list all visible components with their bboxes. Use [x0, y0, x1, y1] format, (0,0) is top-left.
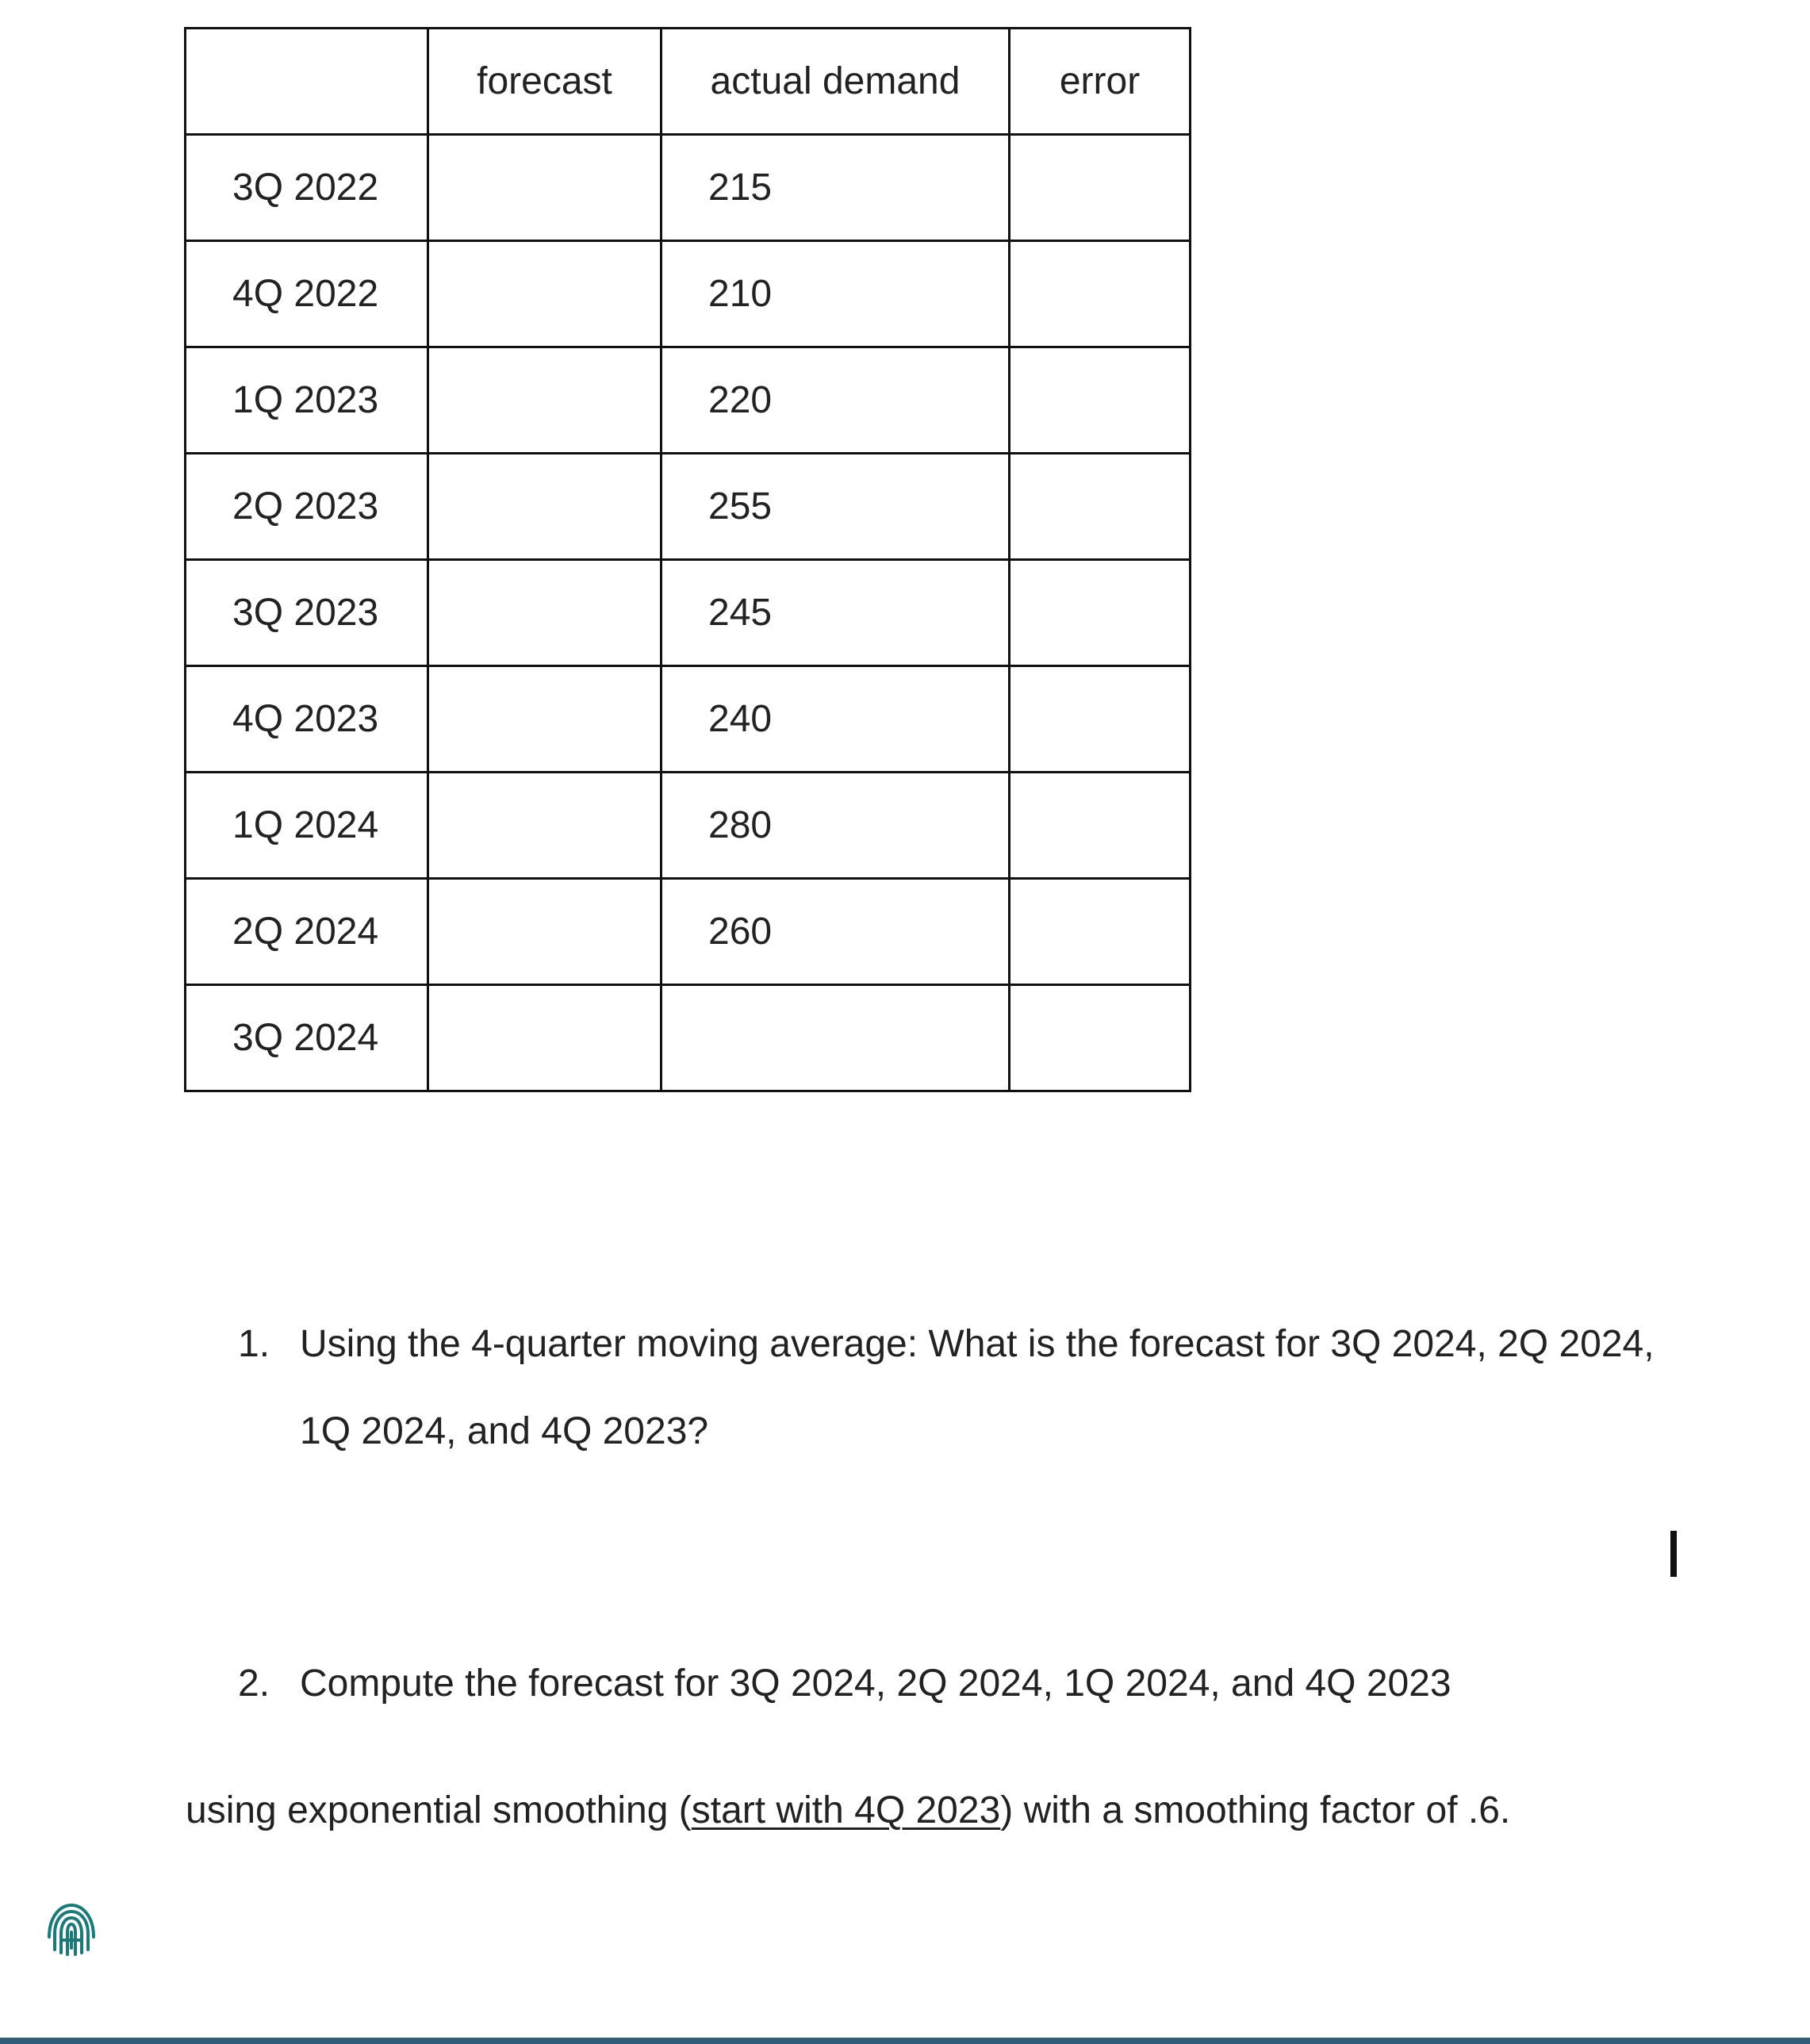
error-cell[interactable] — [1010, 454, 1191, 560]
header-forecast: forecast — [428, 29, 661, 135]
paragraph-text-start: using exponential smoothing ( — [186, 1789, 692, 1831]
paragraph-text-end: ) with a smoothing factor of .6. — [1000, 1789, 1511, 1831]
error-cell[interactable] — [1010, 135, 1191, 241]
actual-demand-cell[interactable]: 240 — [661, 666, 1010, 773]
question-2-number: 2. — [238, 1662, 270, 1705]
actual-demand-cell[interactable]: 255 — [661, 454, 1010, 560]
error-cell[interactable] — [1010, 773, 1191, 879]
actual-demand-cell[interactable]: 245 — [661, 560, 1010, 666]
actual-demand-cell[interactable]: 260 — [661, 879, 1010, 985]
error-cell[interactable] — [1010, 560, 1191, 666]
error-cell[interactable] — [1010, 666, 1191, 773]
error-cell[interactable] — [1010, 241, 1191, 347]
question-1-text[interactable]: Using the 4-quarter moving average: What is the forecast for 3Q 2024, 2Q 2024, — [300, 1323, 1655, 1365]
table-row — [186, 879, 1191, 985]
question-2-text[interactable]: Compute the forecast for 3Q 2024, 2Q 2024, 1Q 2024, and 4Q 2023 — [300, 1662, 1451, 1705]
forecast-cell[interactable] — [428, 454, 661, 560]
question-1-continuation[interactable]: 1Q 2024, and 4Q 2023? — [300, 1410, 709, 1452]
table-row — [186, 666, 1191, 773]
forecast-cell[interactable] — [428, 560, 661, 666]
period-cell[interactable]: 3Q 2023 — [186, 560, 428, 666]
table-row — [186, 985, 1191, 1091]
period-cell[interactable]: 1Q 2023 — [186, 347, 428, 454]
period-cell[interactable]: 1Q 2024 — [186, 773, 428, 879]
underlined-text: start with 4Q 2023 — [691, 1789, 1001, 1831]
text-cursor — [1670, 1531, 1677, 1577]
actual-demand-cell[interactable] — [661, 985, 1010, 1091]
period-cell[interactable]: 2Q 2023 — [186, 454, 428, 560]
table-header-row — [186, 29, 1191, 135]
forecast-cell[interactable] — [428, 985, 661, 1091]
period-cell[interactable]: 2Q 2024 — [186, 879, 428, 985]
bottom-bar — [0, 2038, 1810, 2044]
period-cell[interactable]: 3Q 2022 — [186, 135, 428, 241]
table-row — [186, 773, 1191, 879]
table-row — [186, 454, 1191, 560]
forecast-cell[interactable] — [428, 347, 661, 454]
fingerprint-icon[interactable] — [43, 1900, 100, 1958]
period-cell[interactable]: 4Q 2023 — [186, 666, 428, 773]
forecast-cell[interactable] — [428, 135, 661, 241]
question-1-number: 1. — [238, 1323, 270, 1365]
header-period — [186, 29, 428, 135]
forecast-cell[interactable] — [428, 241, 661, 347]
actual-demand-cell[interactable]: 220 — [661, 347, 1010, 454]
period-cell[interactable]: 3Q 2024 — [186, 985, 428, 1091]
actual-demand-cell[interactable]: 280 — [661, 773, 1010, 879]
error-cell[interactable] — [1010, 347, 1191, 454]
exponential-smoothing-paragraph[interactable] — [186, 1767, 1510, 1854]
actual-demand-cell[interactable]: 210 — [661, 241, 1010, 347]
error-cell[interactable] — [1010, 985, 1191, 1091]
table-row — [186, 241, 1191, 347]
forecast-cell[interactable] — [428, 773, 661, 879]
header-error: error — [1010, 29, 1191, 135]
error-cell[interactable] — [1010, 879, 1191, 985]
header-actual-demand: actual demand — [661, 29, 1010, 135]
table-row — [186, 560, 1191, 666]
table-row — [186, 135, 1191, 241]
actual-demand-cell[interactable]: 215 — [661, 135, 1010, 241]
demand-table — [184, 27, 1191, 1092]
period-cell[interactable]: 4Q 2022 — [186, 241, 428, 347]
forecast-cell[interactable] — [428, 879, 661, 985]
forecast-cell[interactable] — [428, 666, 661, 773]
table-row — [186, 347, 1191, 454]
